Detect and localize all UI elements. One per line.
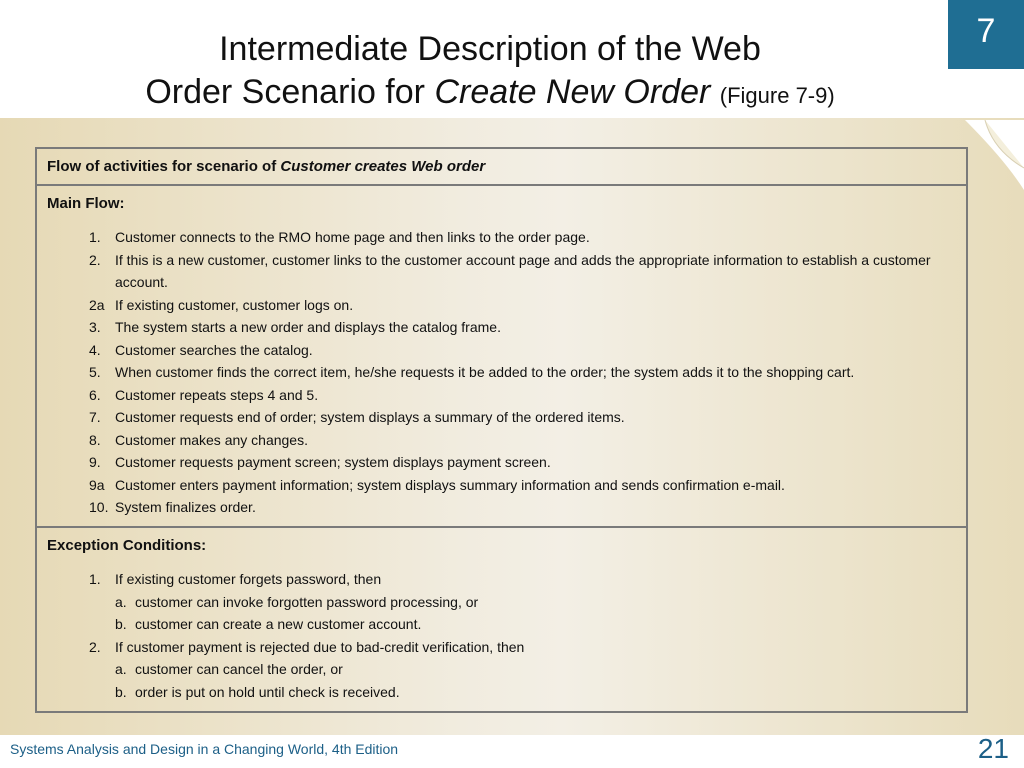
title-line-2: [40, 71, 940, 117]
exception-list: [47, 568, 956, 703]
step-number: 2.: [89, 251, 101, 268]
page-number: 21: [977, 733, 1009, 764]
flow-step: [47, 451, 956, 474]
step-number: 4.: [89, 341, 101, 358]
page-curl-decoration: [965, 120, 1024, 190]
exception-item: [47, 568, 956, 591]
sub-item-letter: b.: [115, 683, 127, 700]
title-line-1: Intermediate Description of the Web: [219, 30, 761, 68]
exception-sub-item: [47, 591, 956, 614]
step-number: 3.: [89, 319, 101, 335]
sub-item-letter: b.: [115, 616, 127, 632]
sub-item-letter: a.: [115, 661, 127, 677]
step-number: 1.: [89, 229, 101, 245]
step-text: Customer makes any changes.: [115, 431, 308, 448]
flow-step: [47, 339, 956, 362]
exception-item: [47, 636, 956, 659]
exception-sub-item: [47, 613, 956, 636]
step-text: Customer searches the catalog.: [115, 341, 313, 358]
figure-reference: (Figure 7-9): [719, 83, 835, 108]
flow-step: [47, 316, 956, 339]
exception-heading: Exception Conditions:: [47, 537, 207, 554]
flow-step: [47, 384, 956, 407]
exception-text: If existing customer forgets password, then: [115, 571, 382, 587]
main-flow-heading: Main Flow:: [47, 195, 125, 212]
step-text: If this is a new customer, customer links to the customer account page and adds the appropriate information to establish a customer account.: [115, 251, 931, 290]
step-text: When customer finds the correct item, he/she requests it be added to the order; the system adds it to the shopping cart.: [115, 364, 855, 380]
title-prefix: Order Scenario for: [145, 73, 435, 111]
flow-step: [47, 294, 956, 317]
flow-step: [47, 361, 956, 384]
step-number: 9a: [89, 476, 105, 493]
exception-text: If customer payment is rejected due to bad-credit verification, then: [115, 638, 525, 655]
step-number: 2a: [89, 296, 105, 313]
footer-text: Systems Analysis and Design in a Changing World, 4th Edition: [10, 741, 399, 757]
header-prefix: Flow of activities for scenario of: [47, 158, 281, 175]
step-number: 6.: [89, 386, 101, 403]
main-flow-section: [37, 186, 966, 528]
flow-step: [47, 406, 956, 429]
flow-step: [47, 226, 956, 249]
main-flow-list: [47, 226, 956, 519]
step-text: System finalizes order.: [115, 499, 256, 515]
step-text: Customer requests end of order; system displays a summary of the ordered items.: [115, 409, 625, 425]
slide-title: [40, 28, 940, 117]
exception-section: [37, 528, 966, 707]
scenario-table: [35, 147, 968, 713]
step-number: 5.: [89, 364, 101, 380]
title-italic: Create New Order: [434, 73, 711, 111]
chapter-badge: 7: [948, 0, 1024, 69]
flow-step: [47, 474, 956, 497]
sub-item-letter: a.: [115, 593, 127, 610]
exception-number: 1.: [89, 571, 101, 587]
step-number: 7.: [89, 409, 101, 425]
step-text: Customer enters payment information; system displays summary information and sends confirmation e-mail.: [115, 476, 785, 493]
exception-number: 2.: [89, 638, 101, 655]
exception-sub-item: [47, 658, 956, 681]
header-italic: Customer creates Web order: [280, 158, 486, 175]
table-header: [37, 149, 966, 186]
step-text: Customer repeats steps 4 and 5.: [115, 386, 319, 403]
sub-item-text: customer can invoke forgotten password processing, or: [135, 593, 479, 610]
step-text: If existing customer, customer logs on.: [115, 296, 354, 313]
flow-step: [47, 496, 956, 519]
sub-item-text: customer can create a new customer account.: [135, 616, 422, 632]
flow-step: [47, 249, 956, 294]
step-number: 10.: [89, 499, 109, 515]
exception-sub-item: [47, 681, 956, 704]
step-text: The system starts a new order and displays the catalog frame.: [115, 319, 501, 335]
step-text: Customer connects to the RMO home page and then links to the order page.: [115, 229, 590, 245]
sub-item-text: order is put on hold until check is received.: [135, 683, 400, 700]
step-text: Customer requests payment screen; system displays payment screen.: [115, 454, 551, 470]
step-number: 8.: [89, 431, 101, 448]
sub-item-text: customer can cancel the order, or: [135, 661, 343, 677]
flow-step: [47, 429, 956, 452]
step-number: 9.: [89, 454, 101, 470]
